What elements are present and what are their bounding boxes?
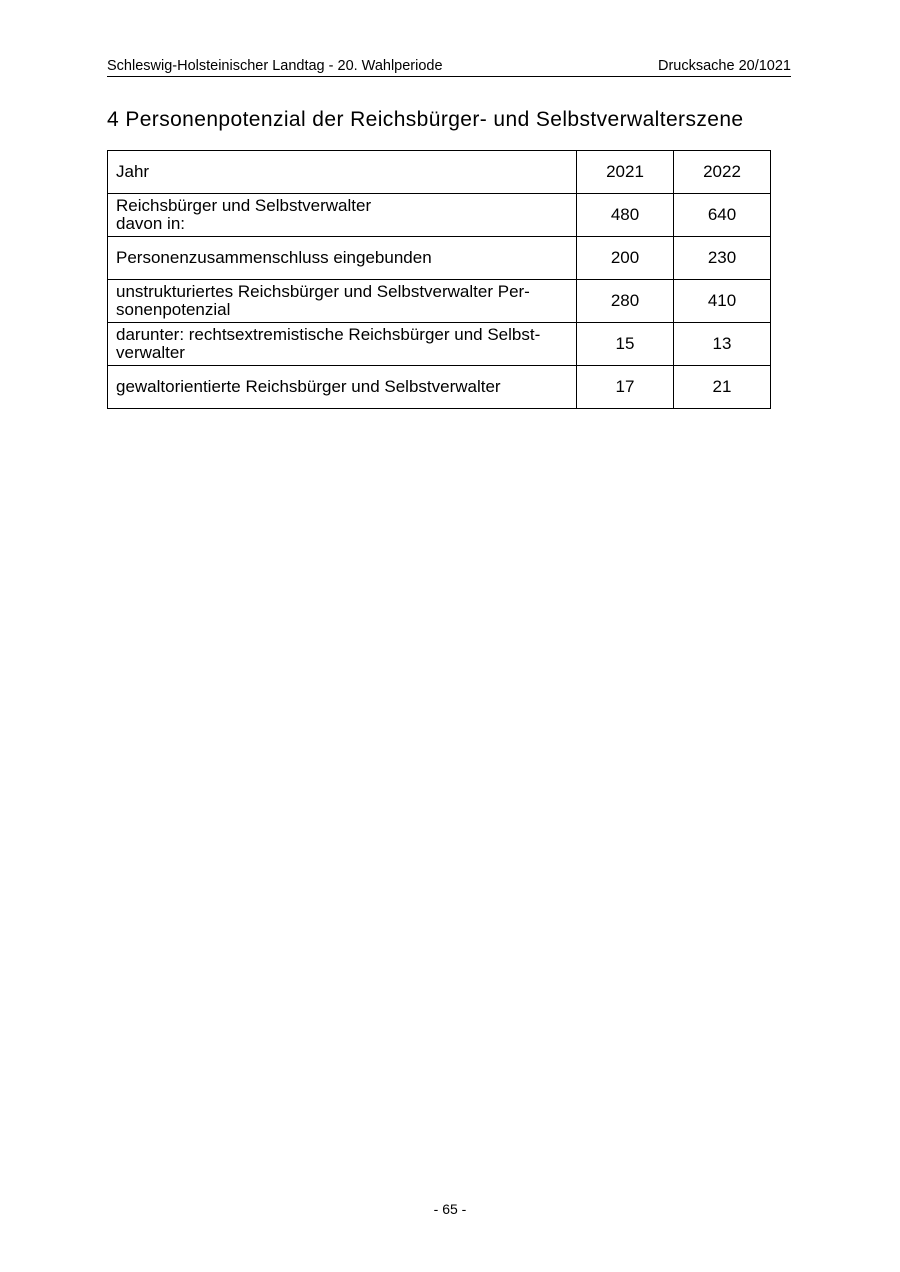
row-value-2022: 230 (674, 237, 771, 280)
table-row (108, 280, 771, 323)
row-label-line1: Personenzusammenschluss eingebunden (116, 248, 432, 267)
row-value-2022: 13 (674, 323, 771, 366)
row-label (108, 323, 577, 366)
row-label-line2: sonenpotenzial (116, 300, 231, 319)
table-row (108, 194, 771, 237)
page-number: - 65 - (433, 1201, 467, 1217)
table-row (108, 366, 771, 409)
row-value-2021: 200 (577, 237, 674, 280)
row-value-2021: 480 (577, 194, 674, 237)
row-label-line1: Reichsbürger und Selbstverwalter (116, 196, 372, 215)
row-label-line2: verwalter (116, 343, 185, 362)
row-value-2022: 640 (674, 194, 771, 237)
row-value-2022: 410 (674, 280, 771, 323)
table-header-2022: 2022 (674, 151, 771, 194)
row-label (108, 366, 577, 409)
section-title: 4 Personenpotenzial der Reichsbürger- und Selbstverwalterszene (107, 108, 744, 131)
table-header-2021: 2021 (577, 151, 674, 194)
persons-potential-table (107, 150, 771, 409)
header-document-number: Drucksache 20/1021 (658, 58, 791, 74)
table-row (108, 323, 771, 366)
row-value-2022: 21 (674, 366, 771, 409)
row-value-2021: 280 (577, 280, 674, 323)
row-value-2021: 15 (577, 323, 674, 366)
header-parliament-title: Schleswig-Holsteinischer Landtag - 20. Wahlperiode (107, 58, 443, 74)
row-label-line1: unstrukturiertes Reichsbürger und Selbstverwalter Per- (116, 282, 530, 301)
table-header-row (108, 151, 771, 194)
row-label (108, 194, 577, 237)
page-header (107, 56, 791, 77)
table-row (108, 237, 771, 280)
table-header-label: Jahr (108, 151, 577, 194)
row-label (108, 280, 577, 323)
row-label-line1: gewaltorientierte Reichsbürger und Selbstverwalter (116, 377, 501, 396)
row-label (108, 237, 577, 280)
row-label-line1: darunter: rechtsextremistische Reichsbürger und Selbst- (116, 325, 541, 344)
row-label-line2: davon in: (116, 214, 185, 233)
row-value-2021: 17 (577, 366, 674, 409)
